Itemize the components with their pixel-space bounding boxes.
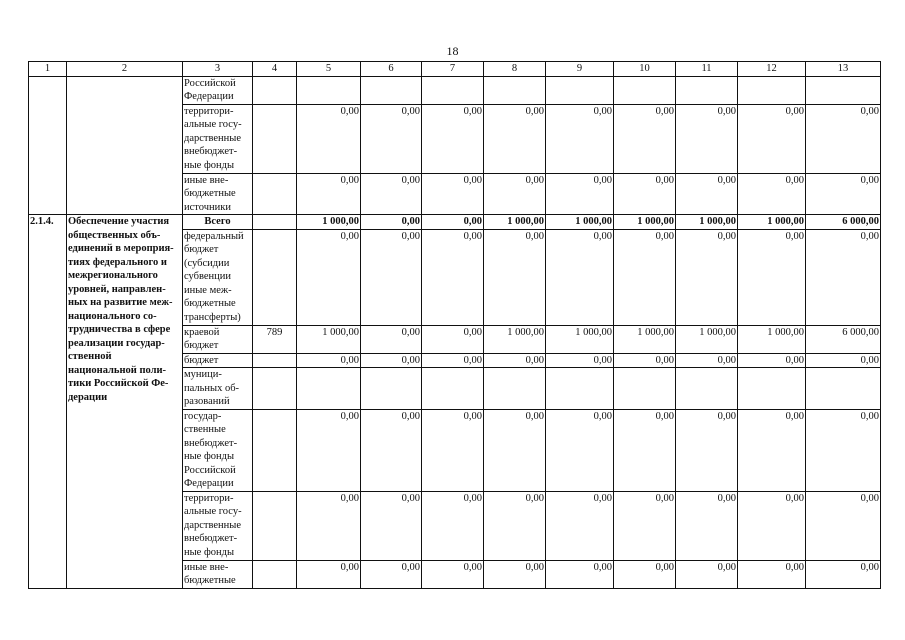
value-cell: 0,00 <box>422 325 484 353</box>
funding-source-label: федеральный бюджет (субсидии субвенции иные меж- бюджетные трансферты) <box>183 229 253 325</box>
column-header-row <box>29 62 881 77</box>
budget-code-cell <box>253 104 297 173</box>
value-cell: 1 000,00 <box>614 215 676 230</box>
column-header: 8 <box>484 62 546 77</box>
funding-source-label: муници- пальных об- разований <box>183 368 253 410</box>
funding-source-label: территори- альные госу- дарственные внебюджет- ные фонды <box>183 491 253 560</box>
value-cell: 0,00 <box>614 353 676 368</box>
budget-code-cell <box>253 215 297 230</box>
value-cell <box>422 368 484 410</box>
value-cell: 0,00 <box>738 173 806 215</box>
column-header: 6 <box>361 62 422 77</box>
page-number: 18 <box>446 44 459 58</box>
funding-source-label: иные вне- бюджетные <box>183 560 253 588</box>
value-cell <box>676 76 738 104</box>
value-cell: 0,00 <box>361 491 422 560</box>
value-cell: 0,00 <box>297 104 361 173</box>
column-header: 3 <box>183 62 253 77</box>
value-cell <box>361 368 422 410</box>
value-cell: 0,00 <box>738 104 806 173</box>
value-cell <box>546 76 614 104</box>
value-cell: 0,00 <box>484 229 546 325</box>
value-cell: 0,00 <box>806 491 881 560</box>
value-cell: 0,00 <box>676 409 738 491</box>
value-cell: 0,00 <box>806 173 881 215</box>
value-cell: 0,00 <box>738 491 806 560</box>
value-cell: 1 000,00 <box>676 215 738 230</box>
value-cell: 0,00 <box>484 173 546 215</box>
column-header: 1 <box>29 62 67 77</box>
funding-source-label: Российской Федерации <box>183 76 253 104</box>
value-cell: 0,00 <box>484 560 546 588</box>
budget-code-cell <box>253 368 297 410</box>
value-cell: 1 000,00 <box>738 325 806 353</box>
description-cell <box>67 76 183 215</box>
value-cell: 0,00 <box>361 353 422 368</box>
value-cell: 6 000,00 <box>806 325 881 353</box>
value-cell: 0,00 <box>297 229 361 325</box>
value-cell: 0,00 <box>484 353 546 368</box>
value-cell: 0,00 <box>361 409 422 491</box>
value-cell: 0,00 <box>361 229 422 325</box>
value-cell: 1 000,00 <box>297 215 361 230</box>
value-cell: 0,00 <box>546 104 614 173</box>
value-cell: 0,00 <box>806 409 881 491</box>
column-header: 12 <box>738 62 806 77</box>
value-cell: 1 000,00 <box>484 325 546 353</box>
value-cell: 0,00 <box>422 560 484 588</box>
funding-source-label: иные вне- бюджетные источники <box>183 173 253 215</box>
column-header: 11 <box>676 62 738 77</box>
value-cell: 0,00 <box>546 560 614 588</box>
value-cell: 0,00 <box>546 491 614 560</box>
value-cell: 0,00 <box>361 215 422 230</box>
value-cell: 0,00 <box>676 560 738 588</box>
value-cell: 6 000,00 <box>806 215 881 230</box>
value-cell <box>614 76 676 104</box>
value-cell: 0,00 <box>546 409 614 491</box>
value-cell: 0,00 <box>297 353 361 368</box>
value-cell: 0,00 <box>546 173 614 215</box>
value-cell: 0,00 <box>361 325 422 353</box>
value-cell: 0,00 <box>546 229 614 325</box>
column-header: 5 <box>297 62 361 77</box>
value-cell: 0,00 <box>614 409 676 491</box>
column-header: 10 <box>614 62 676 77</box>
value-cell: 0,00 <box>484 491 546 560</box>
value-cell: 1 000,00 <box>484 215 546 230</box>
column-header: 13 <box>806 62 881 77</box>
value-cell: 1 000,00 <box>738 215 806 230</box>
value-cell: 0,00 <box>361 173 422 215</box>
value-cell: 0,00 <box>806 229 881 325</box>
value-cell: 0,00 <box>361 104 422 173</box>
value-cell: 0,00 <box>422 229 484 325</box>
value-cell <box>806 368 881 410</box>
budget-table <box>28 61 881 589</box>
value-cell: 0,00 <box>738 353 806 368</box>
budget-code-cell <box>253 560 297 588</box>
value-cell: 0,00 <box>546 353 614 368</box>
value-cell <box>738 368 806 410</box>
value-cell: 0,00 <box>297 491 361 560</box>
value-cell <box>297 368 361 410</box>
value-cell <box>614 368 676 410</box>
budget-code-cell: 789 <box>253 325 297 353</box>
value-cell: 0,00 <box>676 491 738 560</box>
column-header: 9 <box>546 62 614 77</box>
funding-source-label: бюджет <box>183 353 253 368</box>
value-cell: 0,00 <box>806 353 881 368</box>
value-cell <box>484 76 546 104</box>
value-cell: 1 000,00 <box>676 325 738 353</box>
value-cell: 0,00 <box>676 173 738 215</box>
value-cell <box>676 368 738 410</box>
value-cell: 0,00 <box>614 560 676 588</box>
budget-code-cell <box>253 409 297 491</box>
value-cell: 0,00 <box>484 409 546 491</box>
value-cell: 0,00 <box>422 104 484 173</box>
value-cell: 0,00 <box>738 560 806 588</box>
value-cell: 0,00 <box>422 173 484 215</box>
value-cell <box>806 76 881 104</box>
value-cell <box>484 368 546 410</box>
value-cell: 0,00 <box>676 229 738 325</box>
value-cell <box>546 368 614 410</box>
value-cell: 1 000,00 <box>546 325 614 353</box>
budget-code-cell <box>253 353 297 368</box>
value-cell: 0,00 <box>361 560 422 588</box>
budget-code-cell <box>253 491 297 560</box>
funding-source-label: Всего <box>183 215 253 230</box>
value-cell: 0,00 <box>614 104 676 173</box>
value-cell: 1 000,00 <box>546 215 614 230</box>
value-cell <box>361 76 422 104</box>
value-cell: 0,00 <box>676 104 738 173</box>
value-cell: 0,00 <box>297 173 361 215</box>
table-row <box>29 76 881 104</box>
value-cell: 0,00 <box>297 409 361 491</box>
value-cell: 0,00 <box>614 491 676 560</box>
section-number: 2.1.4. <box>29 215 67 589</box>
value-cell <box>738 76 806 104</box>
funding-source-label: государ- ственные внебюджет- ные фонды Российской Федерации <box>183 409 253 491</box>
value-cell: 0,00 <box>422 215 484 230</box>
funding-source-label: краевой бюджет <box>183 325 253 353</box>
column-header: 7 <box>422 62 484 77</box>
value-cell: 0,00 <box>806 560 881 588</box>
value-cell: 0,00 <box>738 409 806 491</box>
value-cell: 0,00 <box>614 173 676 215</box>
value-cell: 0,00 <box>297 560 361 588</box>
column-header: 4 <box>253 62 297 77</box>
budget-code-cell <box>253 173 297 215</box>
value-cell: 0,00 <box>676 353 738 368</box>
funding-source-label: территори- альные госу- дарственные внебюджет- ные фонды <box>183 104 253 173</box>
value-cell: 0,00 <box>484 104 546 173</box>
value-cell: 0,00 <box>738 229 806 325</box>
budget-code-cell <box>253 76 297 104</box>
section-description: Обеспечение участия общественных объ- единений в мероприя- тиях федерального и межрегионального уровней, направлен- ных на развитие меж- национального со- трудничества в сфере реализации государ- ственной национальной поли- тики Российской Фе- дерации <box>67 215 183 589</box>
table-row <box>29 215 881 230</box>
value-cell <box>422 76 484 104</box>
value-cell: 0,00 <box>422 409 484 491</box>
value-cell: 0,00 <box>806 104 881 173</box>
value-cell <box>297 76 361 104</box>
value-cell: 1 000,00 <box>614 325 676 353</box>
value-cell: 0,00 <box>614 229 676 325</box>
budget-code-cell <box>253 229 297 325</box>
column-header: 2 <box>67 62 183 77</box>
value-cell: 0,00 <box>422 353 484 368</box>
row-number-cell <box>29 76 67 215</box>
value-cell: 1 000,00 <box>297 325 361 353</box>
value-cell: 0,00 <box>422 491 484 560</box>
